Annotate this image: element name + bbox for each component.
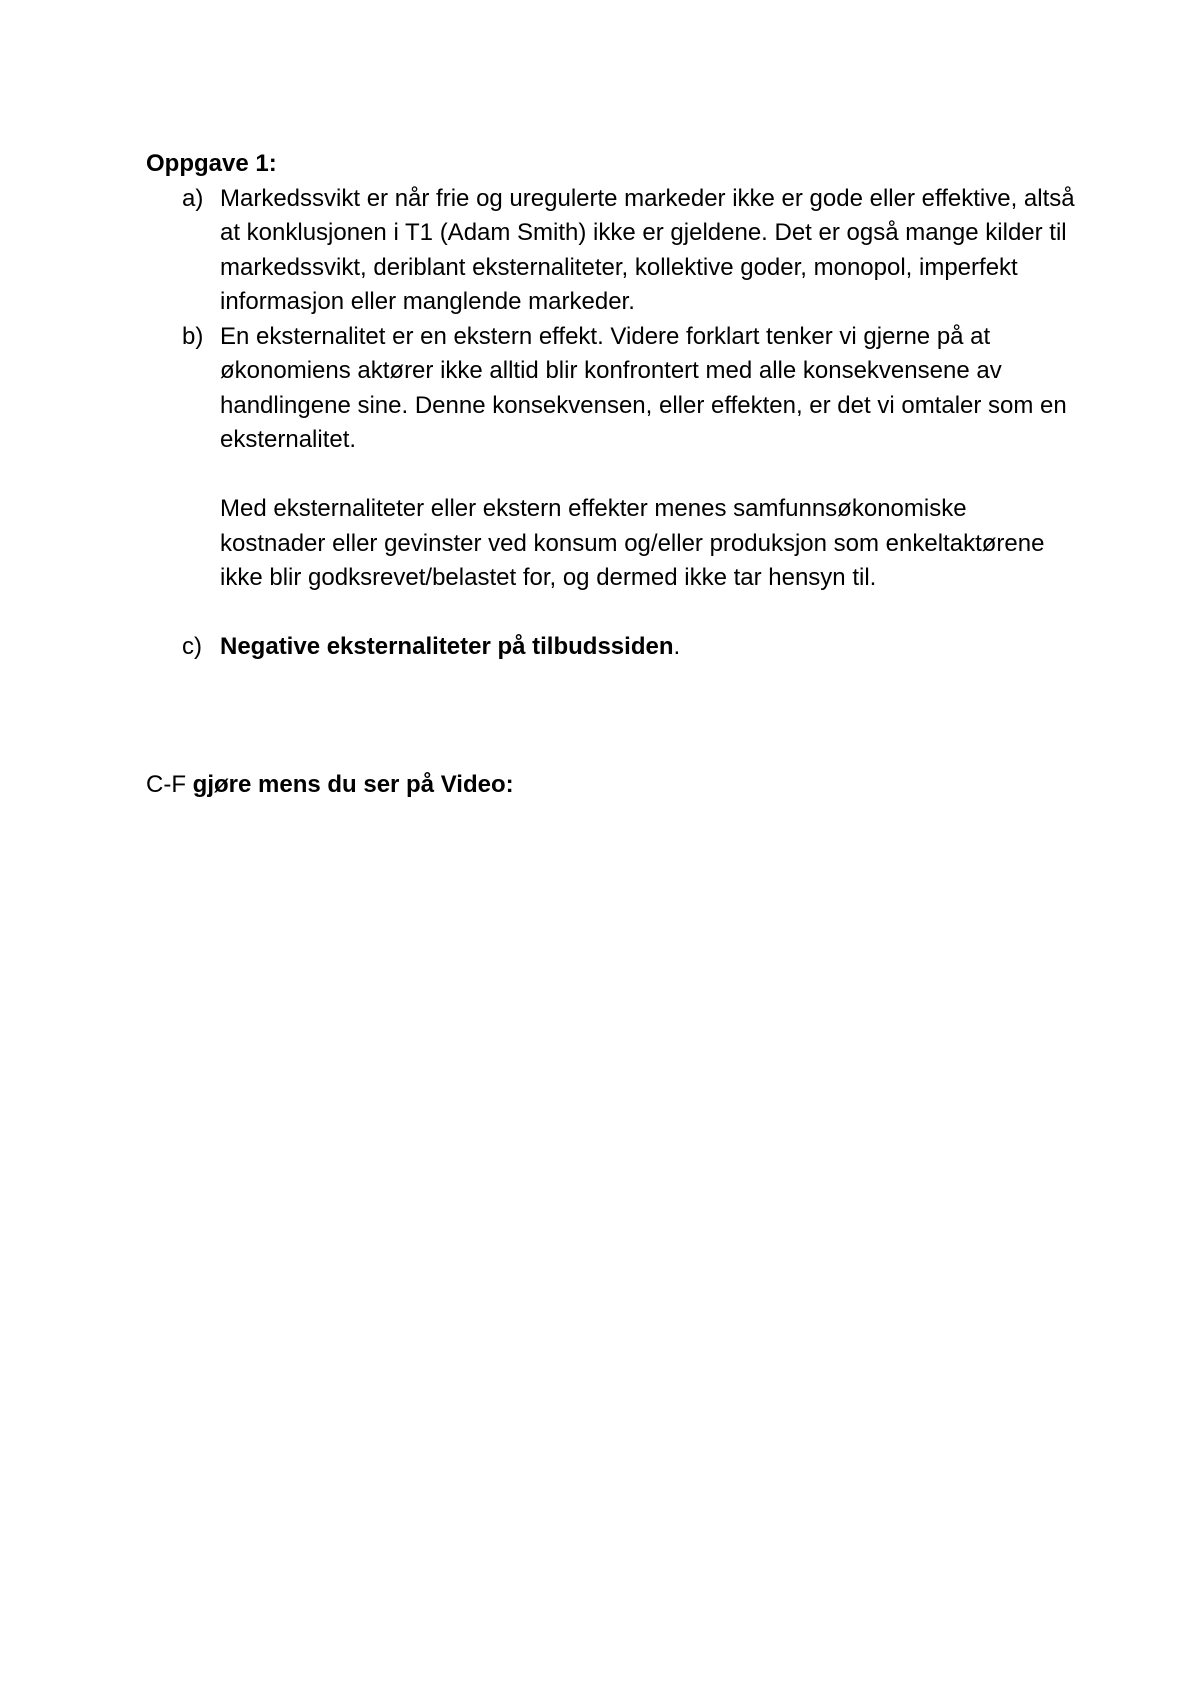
video-instruction: [146, 768, 1076, 803]
task-heading: Oppgave 1:: [146, 150, 277, 177]
list-marker-c: c): [182, 633, 202, 660]
answer-c-bold-text: Negative eksternaliteter på tilbudssiden: [220, 633, 674, 660]
list-marker-a: a): [182, 184, 204, 212]
video-instruction-prefix: C-F: [146, 770, 193, 798]
list-item-b: [146, 320, 1076, 596]
list-item-a: [146, 182, 1076, 320]
answer-c-period: .: [673, 633, 681, 660]
answer-b-paragraph-2: Med eksternaliteter eller ekstern effekter menes samfunnsøkonomiske kostnader eller gevinster ved konsum og/eller produksjon som enkeltaktørene ikke blir godksrevet/belastet for, og dermed ikke tar hensyn til.: [220, 495, 1045, 591]
answer-b-paragraph-1: En eksternalitet er en ekstern effekt. Videre forklart tenker vi gjerne på at økonomiens aktører ikke alltid blir konfrontert med alle konsekvensene av handlingene sine. Denne konsekvensen, eller effekten, er det vi omtaler som en eksternalitet.: [220, 322, 1067, 453]
list-marker-b: b): [182, 322, 204, 350]
answer-list: [146, 182, 1076, 665]
list-item-c: [146, 630, 1076, 665]
answer-a-text: Markedssvikt er når frie og uregulerte markeder ikke er gode eller effektive, altså at konklusjonen i T1 (Adam Smith) ikke er gjeldene. Det er også mange kilder til markedssvikt, deriblant eksternaliteter, kollektive goder, monopol, imperfekt informasjon eller manglende markeder.: [220, 184, 1075, 315]
document-content: [146, 147, 1076, 802]
video-instruction-bold-text: gjøre mens du ser på Video:: [192, 770, 514, 798]
answer-c-text: [220, 630, 1076, 665]
